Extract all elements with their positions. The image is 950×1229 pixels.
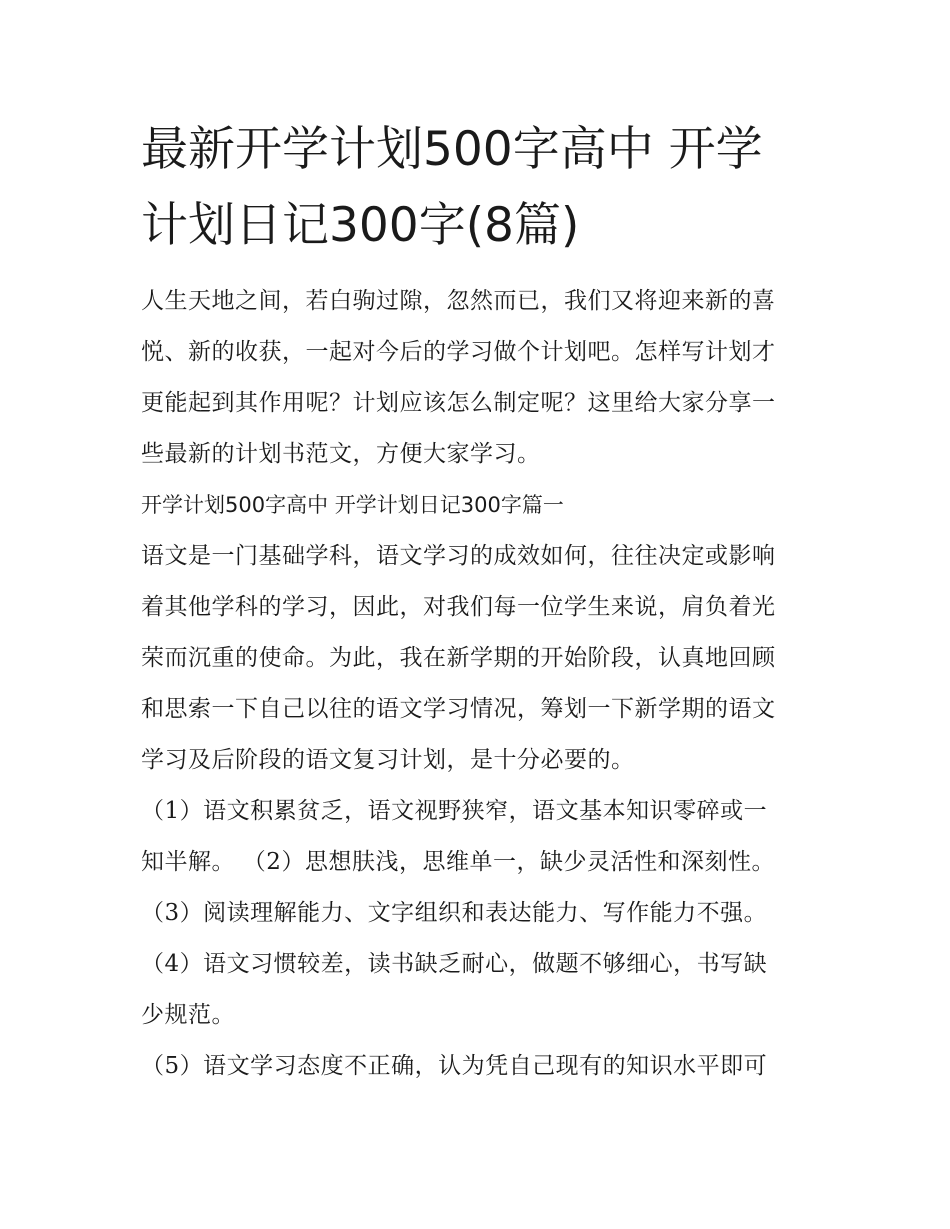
document-title	[141, 112, 821, 264]
body-line: 荣而沉重的使命。为此，我在新学期的开始阶段，认真地回顾	[141, 645, 776, 671]
body-line: （3）阅读理解能力、文字组织和表达能力、写作能力不强。	[141, 900, 768, 926]
body-line: （1）语文积累贫乏，语文视野狭窄，语文基本知识零碎或一	[141, 798, 768, 824]
intro-line: 些最新的计划书范文，方便大家学习。	[141, 441, 541, 467]
intro-line: 人生天地之间，若白驹过隙，忽然而已，我们又将迎来新的喜	[141, 288, 776, 314]
body-line: 知半解。 （2）思想肤浅，思维单一，缺少灵活性和深刻性。	[141, 849, 775, 875]
body-line: 着其他学科的学习，因此，对我们每一位学生来说，肩负着光	[141, 594, 776, 620]
section-heading: 开学计划500字高中 开学计划日记300字篇一	[141, 493, 564, 517]
body-line: 语文是一门基础学科，语文学习的成效如何，往往决定或影响	[141, 543, 776, 569]
body-line: 学习及后阶段的语文复习计划，是十分必要的。	[141, 747, 635, 773]
body-line: （5）语文学习态度不正确，认为凭自己现有的知识水平即可	[141, 1053, 768, 1079]
intro-line: 悦、新的收获，一起对今后的学习做个计划吧。怎样写计划才	[141, 339, 776, 365]
body-line: 少规范。	[141, 1002, 235, 1028]
intro-paragraph	[141, 276, 821, 480]
document-content	[141, 112, 821, 1092]
title-line: 最新开学计划500字高中 开学	[141, 122, 763, 177]
body-line: 和思索一下自己以往的语文学习情况，筹划一下新学期的语文	[141, 696, 776, 722]
body-line: （4）语文习惯较差，读书缺乏耐心，做题不够细心，书写缺	[141, 951, 768, 977]
intro-line: 更能起到其作用呢？计划应该怎么制定呢？这里给大家分享一	[141, 390, 776, 416]
body-paragraph	[141, 531, 821, 1092]
title-line: 计划日记300字(8篇)	[141, 198, 580, 253]
